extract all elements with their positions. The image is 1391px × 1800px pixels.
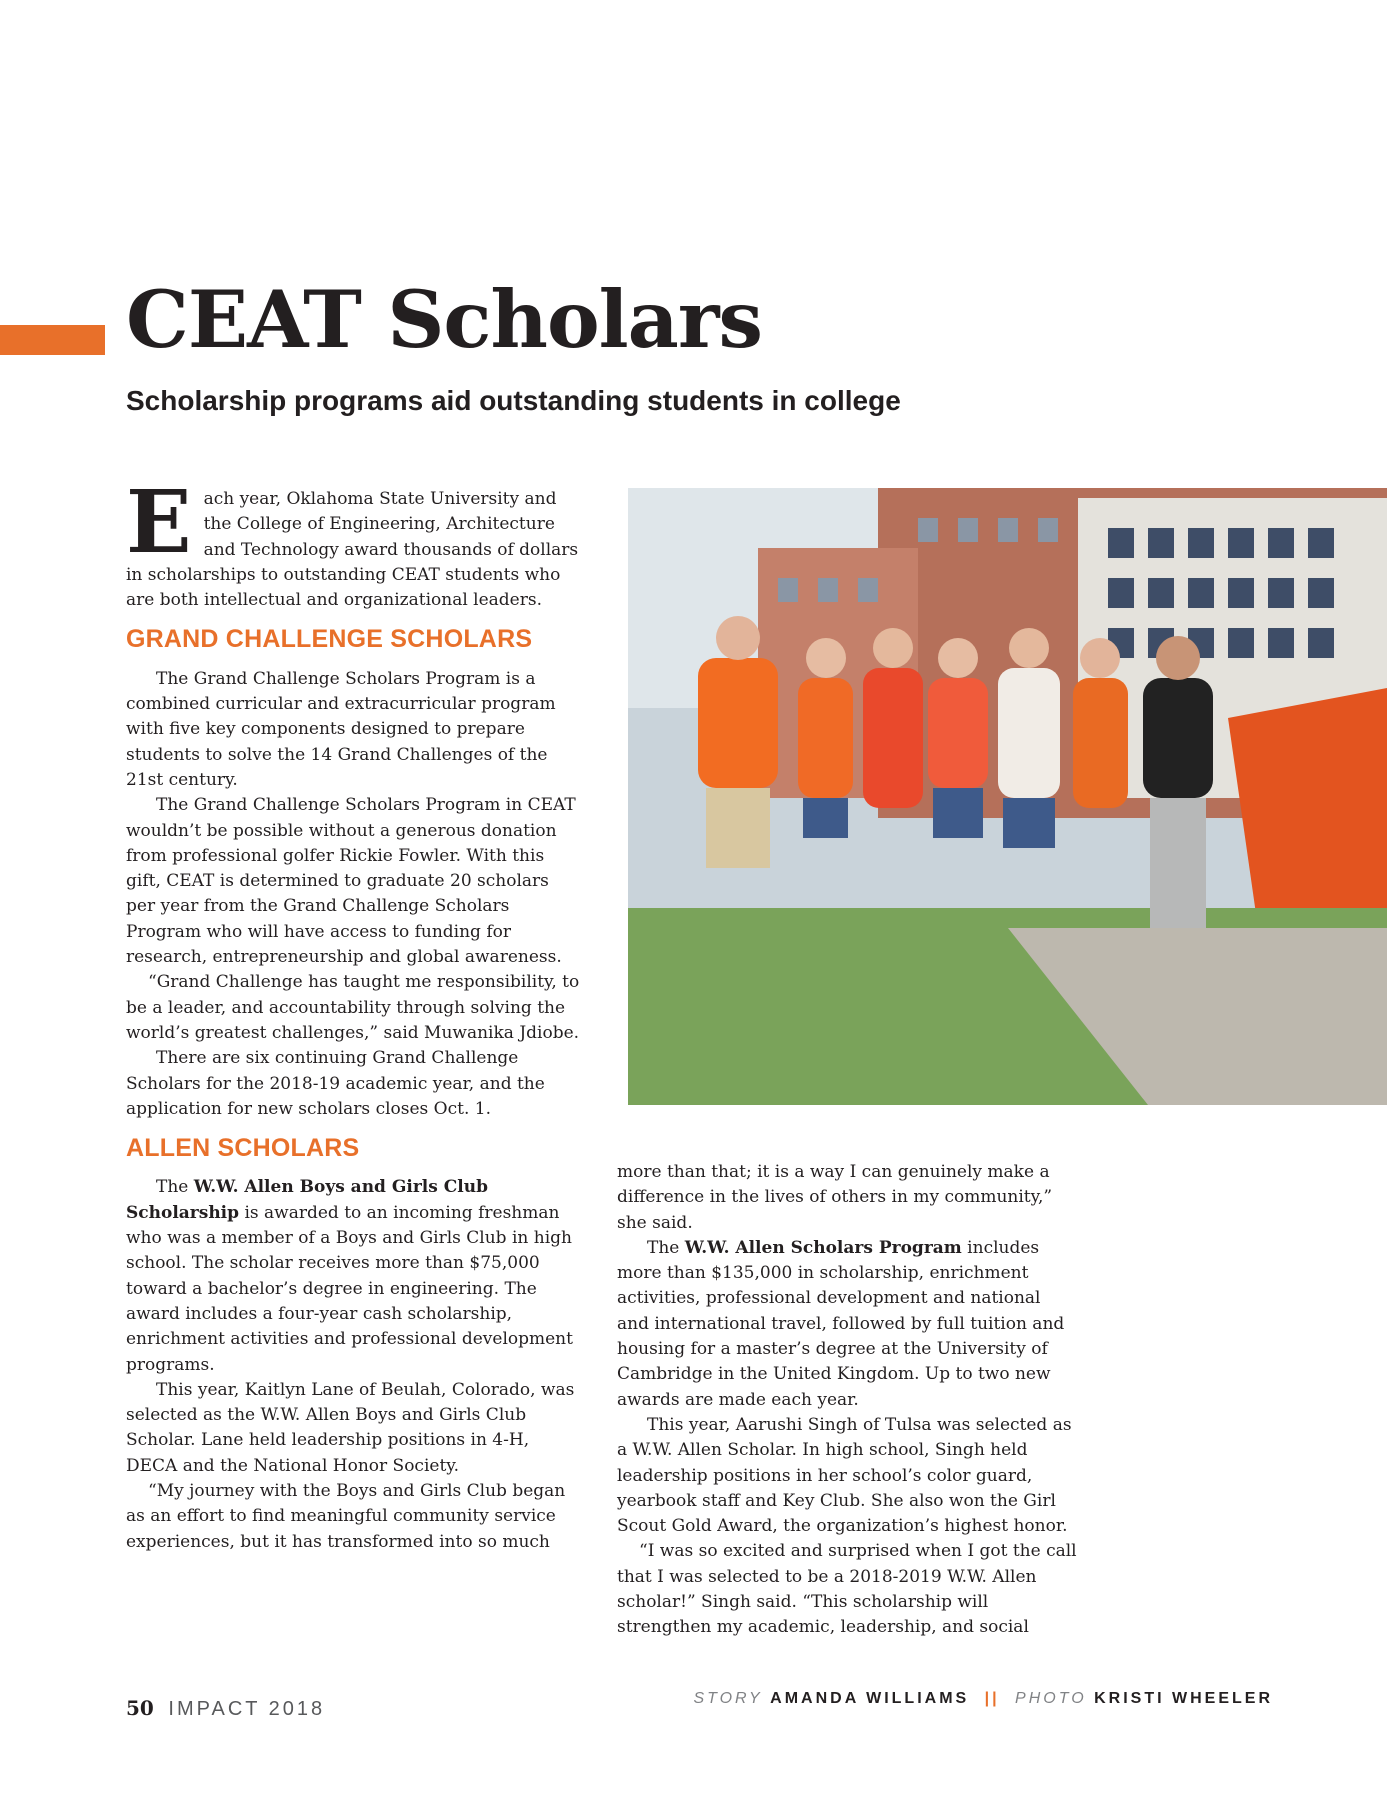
publication-name: IMPACT 2018	[168, 1698, 326, 1720]
grand-challenge-paragraph: The Grand Challenge Scholars Program in CEAT wouldn’t be possible without a generous donation from professional golfer Rickie Fowler. With this gift, CEAT is determined to graduate 20 scholars per year from the Grand Challenge Scholars Program who will have access to funding for research, entrepreneurship and global awareness.	[126, 795, 576, 968]
allen-quote: “I was so excited and surprised when I got the call that I was selected to be a 2018-2019 W.W. Allen scholar!” Singh said. “This scholarship will strengthen my academic, leadership, and social	[617, 1541, 1077, 1638]
grand-challenge-quote: “Grand Challenge has taught me responsibility, to be a leader, and accountability through solving the world’s greatest challenges,” said Muwanika Jdiobe.	[126, 972, 580, 1043]
grand-challenge-heading: GRAND CHALLENGE SCHOLARS	[126, 625, 533, 654]
text-run: The	[647, 1237, 685, 1258]
allen-paragraph	[126, 1175, 580, 1377]
article-column-left	[126, 472, 580, 1555]
story-label: STORY	[693, 1690, 763, 1707]
article-column-right	[617, 1160, 1077, 1641]
drop-cap: E	[126, 472, 192, 573]
program-name: W.W. Allen Scholars Program	[684, 1237, 962, 1258]
story-author: AMANDA WILLIAMS	[770, 1690, 970, 1707]
photo-label: PHOTO	[1015, 1690, 1087, 1707]
story-credits	[693, 1690, 1273, 1708]
photo-author: KRISTI WHEELER	[1094, 1690, 1273, 1707]
intro-paragraph	[126, 472, 580, 613]
credits-separator: ||	[984, 1690, 1000, 1707]
page-number: 50	[126, 1696, 154, 1720]
allen-heading: ALLEN SCHOLARS	[126, 1134, 360, 1163]
allen-paragraph: This year, Kaitlyn Lane of Beulah, Colorado, was selected as the W.W. Allen Boys and Girls Club Scholar. Lane held leadership positions in 4-H, DECA and the National Honor Society.	[126, 1379, 575, 1476]
page-folio	[126, 1696, 325, 1721]
page-subtitle: Scholarship programs aid outstanding students in college	[126, 385, 901, 416]
text-run: The	[156, 1177, 194, 1198]
group-photo-illustration	[628, 488, 1387, 1105]
allen-paragraph	[617, 1236, 1077, 1413]
scholarship-name: W.W. Allen Boys and Girls Club Scholarship	[126, 1177, 488, 1223]
text-run: includes more than $135,000 in scholarship, enrichment activities, professional development and national and international travel, followed by full tuition and housing for a master’s degree at the University of Cambridge in the United Kingdom. Up to two new awards are made each year.	[617, 1237, 1065, 1410]
page-title: CEAT Scholars	[126, 273, 762, 366]
grand-challenge-paragraph: There are six continuing Grand Challenge Scholars for the 2018-19 academic year, and the application for new scholars closes Oct. 1.	[126, 1048, 545, 1119]
grand-challenge-paragraph: The Grand Challenge Scholars Program is a combined curricular and extracurricular program with five key components designed to prepare students to solve the 14 Grand Challenges of the 21st century.	[126, 668, 556, 790]
intro-text: ach year, Oklahoma State University and the College of Engineering, Architecture and Technology award thousands of dollars in scholarships to outstanding CEAT students who are both intellectual and organizational leaders.	[126, 489, 579, 611]
text-run: is awarded to an incoming freshman who was a member of a Boys and Girls Club in high school. The scholar receives more than $75,000 toward a bachelor’s degree in engineering. The award includes a four-year cash scholarship, enrichment activities and professional development programs.	[126, 1202, 573, 1375]
allen-quote: “My journey with the Boys and Girls Club began as an effort to find meaningful community service experiences, but it has transformed into so much	[126, 1480, 566, 1552]
accent-bar	[0, 325, 105, 355]
allen-paragraph: This year, Aarushi Singh of Tulsa was selected as a W.W. Allen Scholar. In high school, Singh held leadership positions in her school’s color guard, yearbook staff and Key Club. She also won the Girl Scout Gold Award, the organization’s highest honor.	[617, 1414, 1072, 1537]
group-photo	[628, 488, 1387, 1105]
allen-quote-continued: more than that; it is a way I can genuinely make a difference in the lives of others in my community,” she said.	[617, 1162, 1053, 1233]
